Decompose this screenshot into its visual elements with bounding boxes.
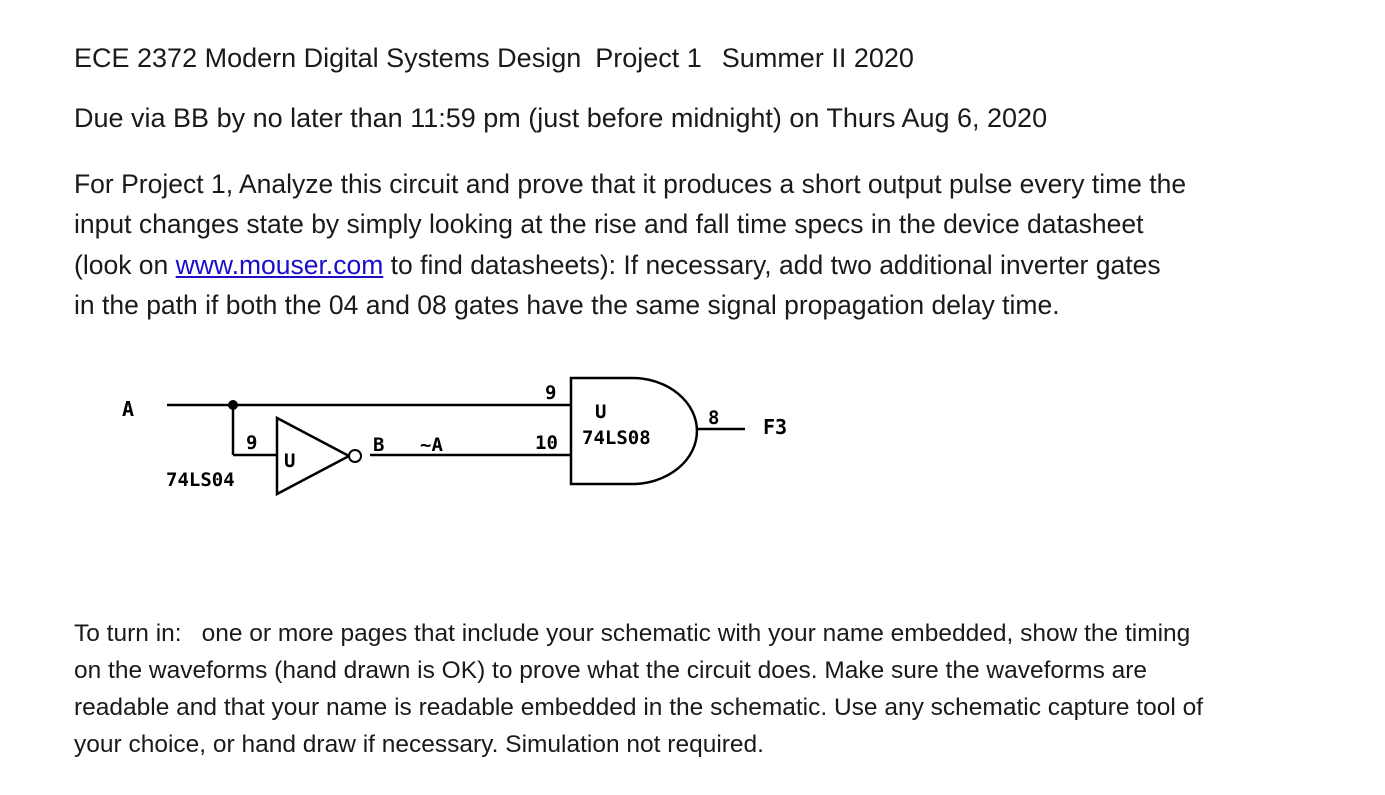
course-title: ECE 2372 Modern Digital Systems Design xyxy=(74,43,582,73)
due-date-line: Due via BB by no later than 11:59 pm (just before midnight) on Thurs Aug 6, 2020 xyxy=(74,103,1048,133)
instructions-line: in the path if both the 04 and 08 gates have the same signal propagation delay time. xyxy=(74,289,1060,320)
instructions-text: (look on xyxy=(74,249,176,280)
inverter-pin-label: 9 xyxy=(246,432,258,454)
instructions-line: input changes state by simply looking at the rise and fall time specs in the device datasheet xyxy=(74,209,1144,240)
turn-in-paragraph xyxy=(74,615,1203,763)
output-f3-label: F3 xyxy=(763,415,788,439)
inverter-part-label: 74LS04 xyxy=(166,469,235,491)
and-pin-bottom-label: 10 xyxy=(535,432,558,454)
turn-in-text: one or more pages that include your schematic with your name embedded, show the timing xyxy=(201,620,1191,647)
turn-in-line: on the waveforms (hand drawn is OK) to prove what the circuit does. Make sure the waveforms are xyxy=(74,657,1148,684)
and-ref-label: U xyxy=(595,401,607,423)
mouser-link[interactable]: www.mouser.com xyxy=(175,249,384,280)
instructions-text: to find datasheets): If necessary, add two additional inverter gates xyxy=(383,249,1161,280)
node-not-a-label: ~A xyxy=(420,434,443,456)
project-number: Project 1 xyxy=(595,43,702,73)
inverter-bubble xyxy=(349,450,361,462)
turn-in-line xyxy=(74,615,1203,652)
inverter-ref-label: U xyxy=(284,450,296,472)
turn-in-line: your choice, or hand draw if necessary. Simulation not required. xyxy=(74,731,764,758)
and-part-label: 74LS08 xyxy=(582,427,651,449)
input-a-label: A xyxy=(122,397,135,421)
turn-in-label: To turn in: xyxy=(74,620,182,647)
turn-in-line: readable and that your name is readable embedded in the schematic. Use any schematic capture tool of xyxy=(74,694,1204,721)
and-pin-top-label: 9 xyxy=(545,382,557,404)
junction-dot xyxy=(228,400,238,410)
instructions-line: For Project 1, Analyze this circuit and prove that it produces a short output pulse every time the xyxy=(74,169,1187,199)
term: Summer II 2020 xyxy=(721,43,914,73)
node-b-label: B xyxy=(373,434,385,456)
and-output-pin-label: 8 xyxy=(708,407,720,429)
